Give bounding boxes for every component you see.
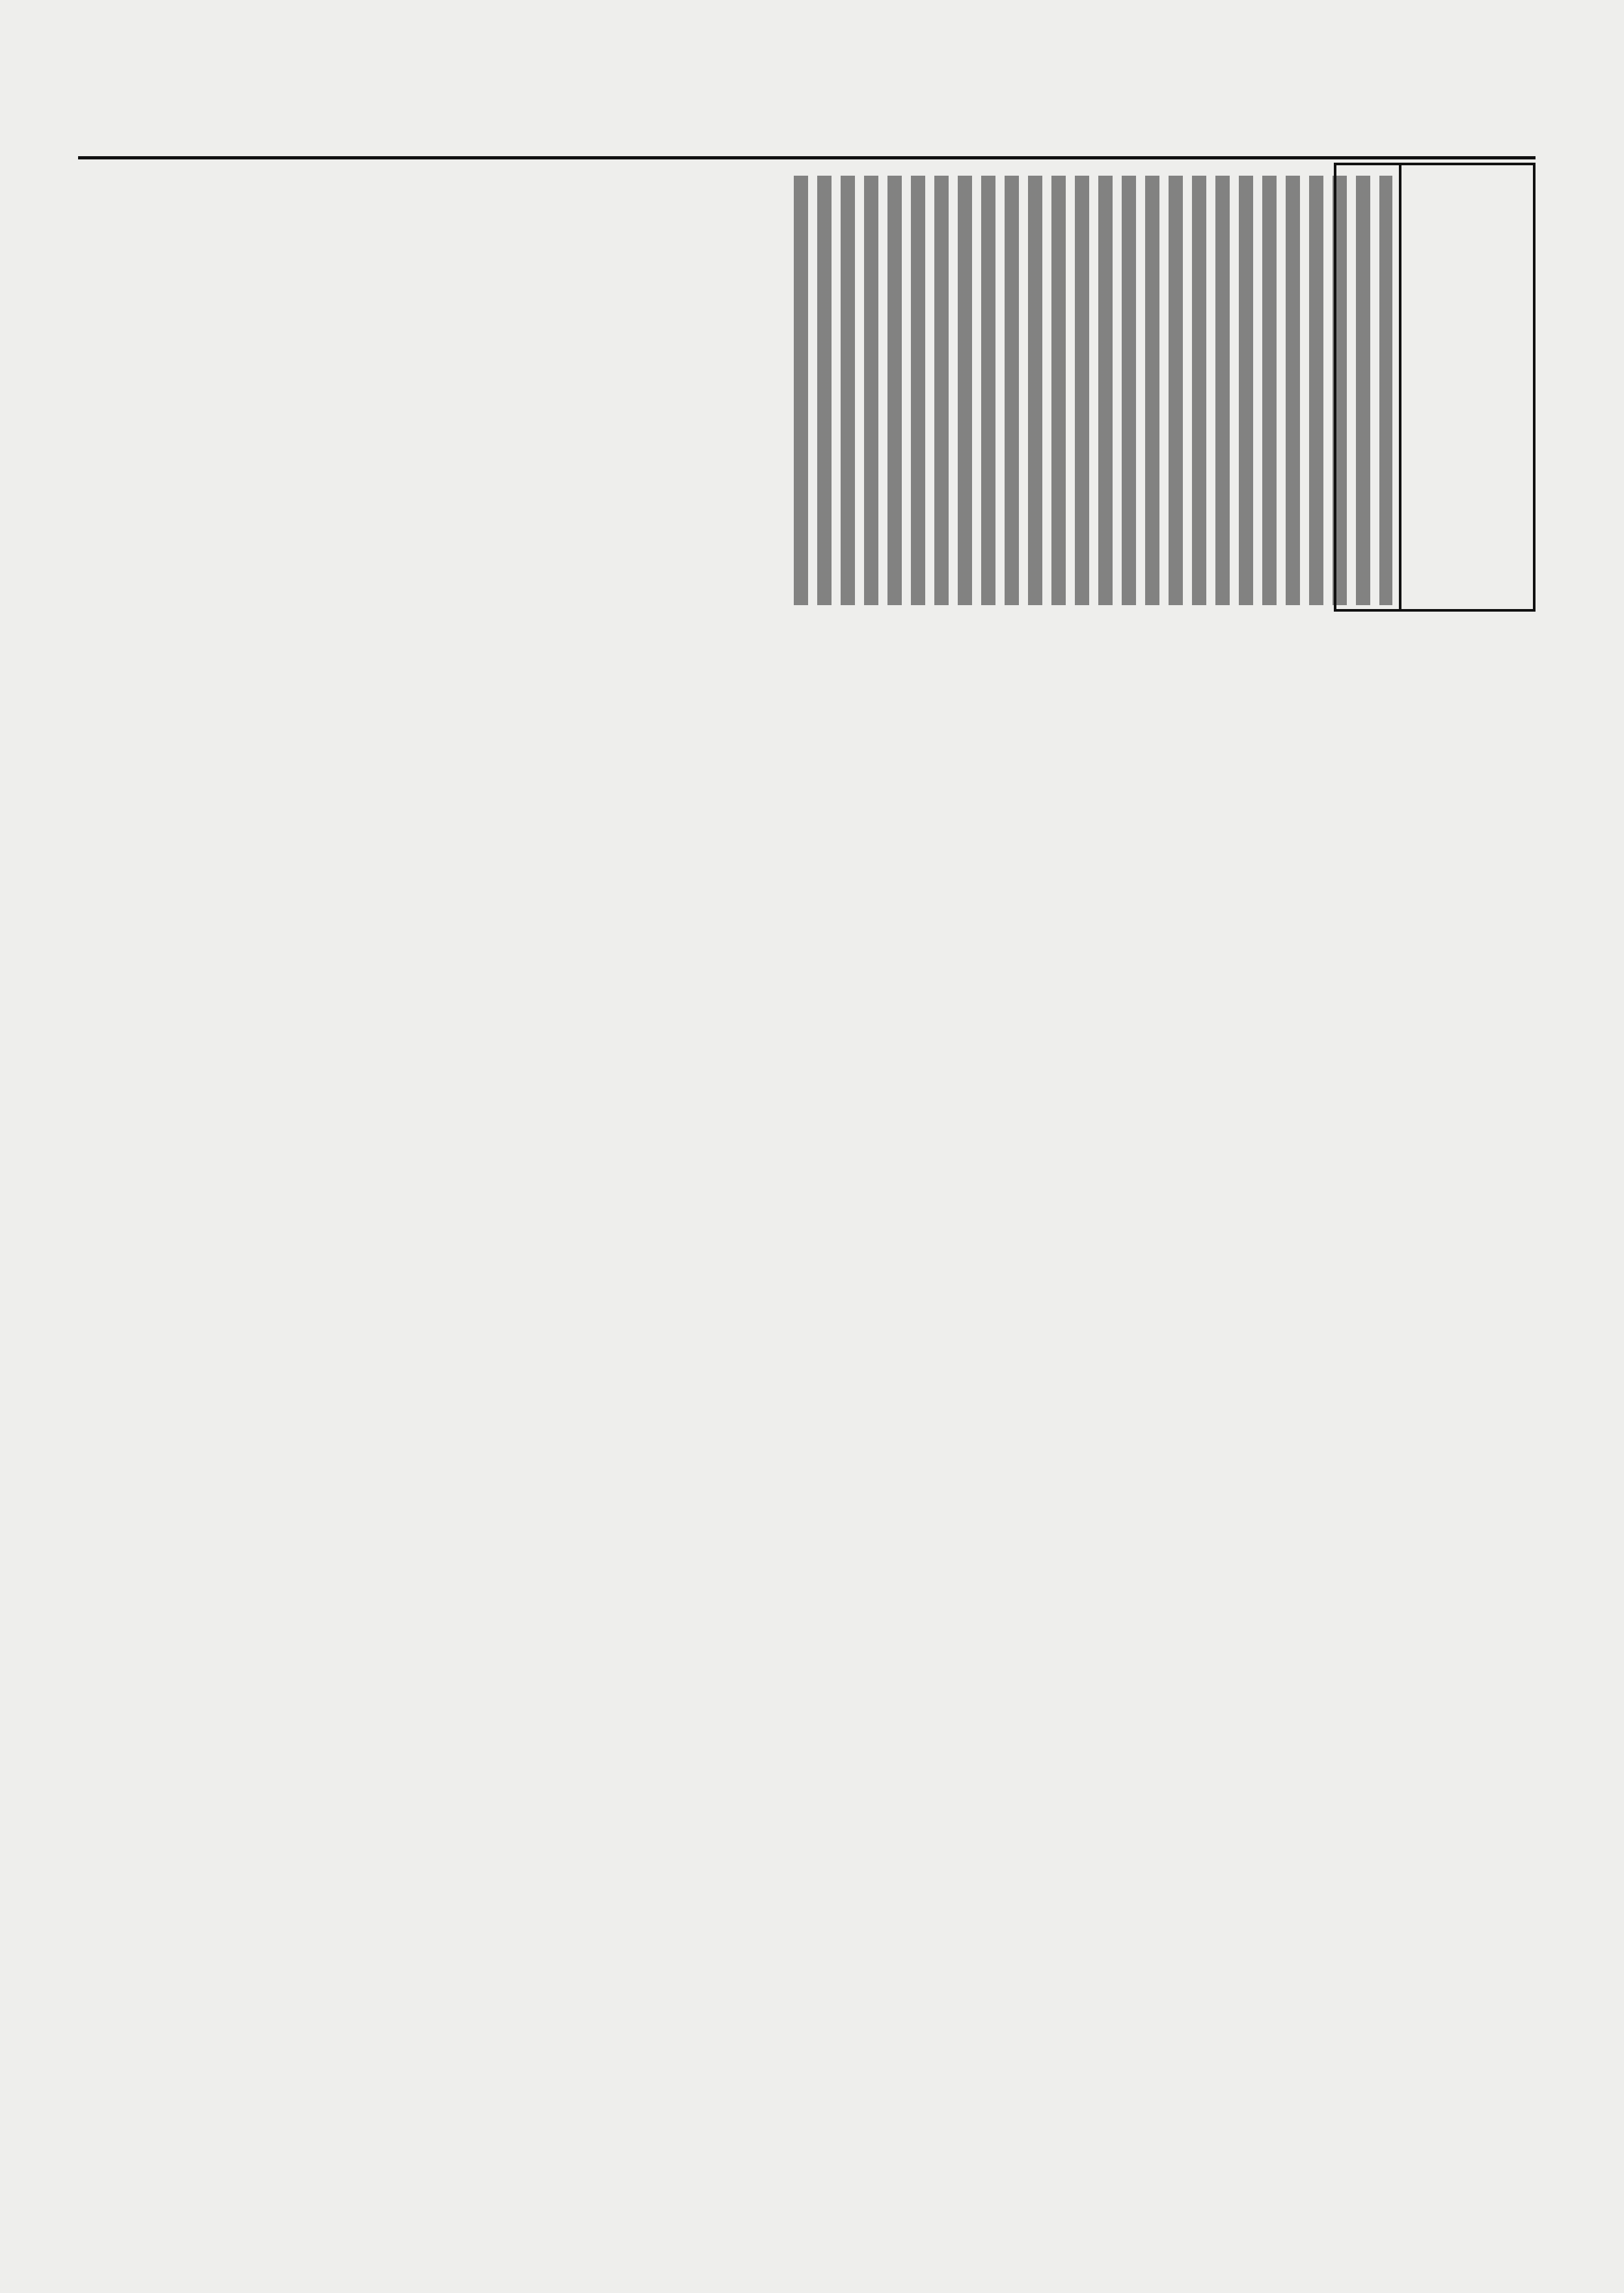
today-summary-box [1334, 163, 1536, 612]
masthead-rule [78, 156, 1536, 159]
masthead [78, 98, 1536, 156]
editorial-body [794, 176, 1392, 605]
